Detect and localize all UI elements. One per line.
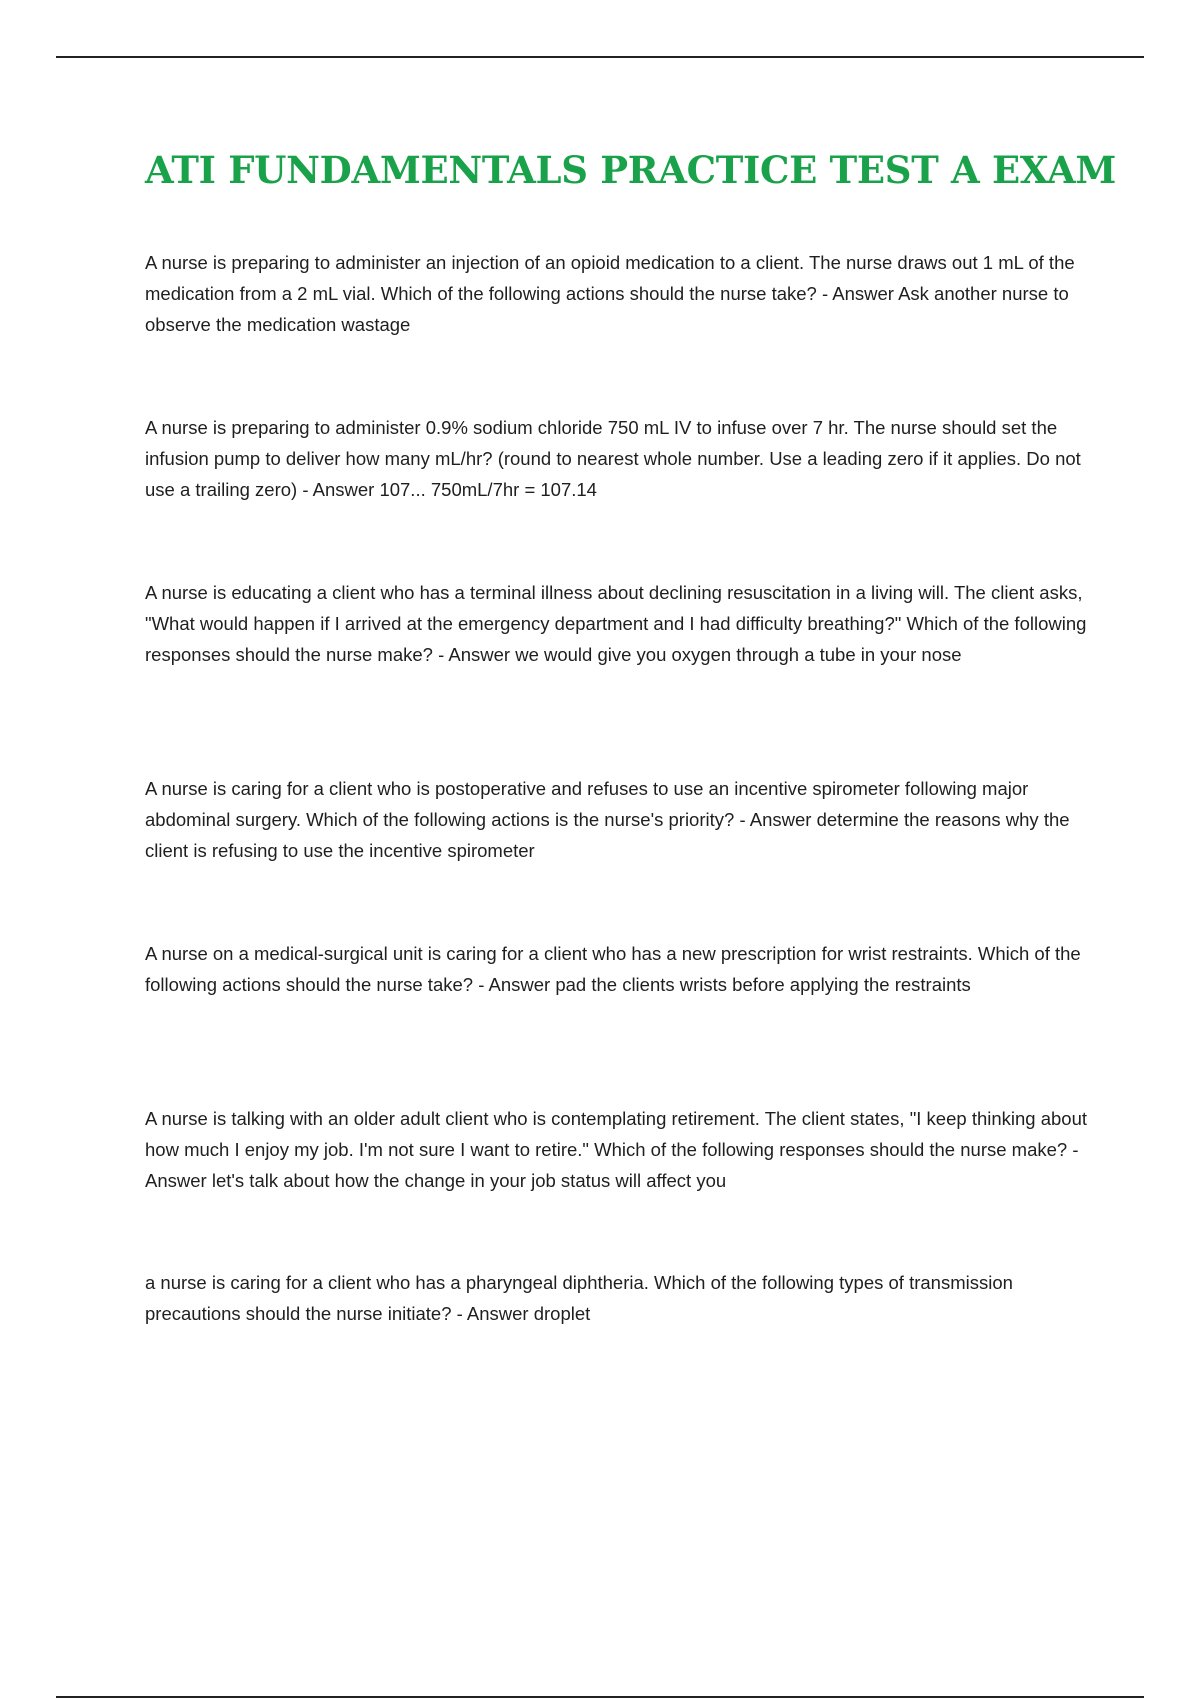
question-text: A nurse is talking with an older adult client who is contemplating retirement. The client states, "I keep thinking about how much I enjoy my job. I'm not sure I want to retire." Which of the following responses should the nurse make? [145,1108,1088,1160]
answer-text: Ask another nurse to observe the medication wastage [145,283,1074,335]
answer-label: - Answer [816,283,894,304]
answer-label: - Answer [451,1303,529,1324]
answer-label: - Answer [432,644,511,665]
answer-text: determine the reasons why the client is refusing to use the incentive spirometer [145,809,1075,861]
answer-text: droplet [533,1303,591,1324]
qa-item [145,938,1095,1000]
question-text: a nurse is caring for a client who has a pharyngeal diphtheria. Which of the following types of transmission precautions should the nurse initiate? [145,1272,1013,1324]
document-title: ATI FUNDAMENTALS PRACTICE TEST A EXAM [145,148,1117,192]
qa-item [145,773,1095,866]
question-text: A nurse is preparing to administer 0.9% sodium chloride 750 mL IV to infuse over 7 hr. The nurse should set the infusion pump to deliver how many mL/hr? (round to nearest whole number. Use a leading zero if it applies. Do not use a trailing zero) [145,417,1081,500]
answer-text: pad the clients wrists before applying the restraints [555,974,971,995]
qa-item [145,1103,1095,1196]
answer-text: let's talk about how the change in your job status will affect you [211,1170,727,1191]
answer-text: we would give you oxygen through a tube in your nose [515,644,962,665]
question-text: A nurse is caring for a client who is postoperative and refuses to use an incentive spirometer following major abdominal surgery. Which of the following actions is the nurse's priority? [145,778,1029,830]
qa-item [145,1267,1095,1329]
answer-label: - Answer [734,809,812,830]
answer-label: - Answer [145,1139,1083,1191]
question-text: A nurse is preparing to administer an injection of an opioid medication to a client. The nurse draws out 1 mL of the medication from a 2 mL vial. Which of the following actions should the nurse take? [145,252,1075,304]
qa-item [145,577,1095,670]
answer-text: 107... 750mL/7hr = 107.14 [379,479,597,500]
qa-item [145,247,1095,340]
question-text: A nurse on a medical-surgical unit is caring for a client who has a new prescription for wrist restraints. Which of the following actions should the nurse take? [145,943,1081,995]
question-text: A nurse is educating a client who has a terminal illness about declining resuscitation in a living will. The client asks, "What would happen if I arrived at the emergency department and I had difficulty breathing?" Which of the following responses should the nurse make? [145,582,1087,665]
qa-item [145,412,1095,505]
answer-label: - Answer [473,974,551,995]
top-rule [56,56,1144,58]
answer-label: - Answer [297,479,375,500]
bottom-rule [56,1696,1144,1698]
document-page [145,140,1117,1324]
